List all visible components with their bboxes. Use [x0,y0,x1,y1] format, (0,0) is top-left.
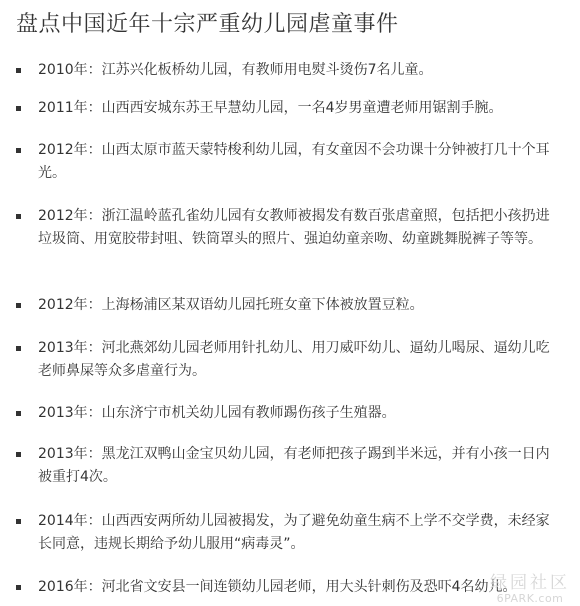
event-text: 2012年：浙江温岭蓝孔雀幼儿园有女教师被揭发有数百张虐童照，包括把小孩扔进垃圾筒、用宽胶带封咀、铁筒罩头的照片、强迫幼童亲吻、幼童跳舞脱裤子等等。 [38,208,550,247]
bullet-icon [16,519,21,524]
bullet-icon [16,346,21,351]
list-item [16,294,556,317]
list-item [16,205,556,251]
watermark-chinese: 绿园社区 [490,573,570,593]
bullet-icon [16,411,21,416]
watermark-domain: 6PARK.com [496,592,564,605]
list-item [16,443,556,489]
event-text: 2012年：山西太原市蓝天蒙特梭利幼儿园，有女童因不会功课十分钟被打几十个耳光。 [38,142,550,181]
event-text: 2013年：山东济宁市机关幼儿园有教师踢伤孩子生殖器。 [38,405,396,421]
list-item [16,337,556,383]
bullet-icon [16,214,21,219]
site-watermark [484,575,576,604]
event-text: 2016年：河北省文安县一间连锁幼儿园老师，用大头针刺伤及恐吓4名幼儿。 [38,579,517,595]
event-text: 2014年：山西西安两所幼儿园被揭发，为了避免幼童生病不上学不交学费，未经家长同意，违规长期给予幼儿服用“病毒灵”。 [38,513,550,552]
event-text: 2011年：山西西安城东苏王早慧幼儿园，一名4岁男童遭老师用锯割手腕。 [38,100,503,116]
list-item [16,97,556,120]
article-title: 盘点中国近年十宗严重幼儿园虐童事件 [16,12,399,37]
list-item [16,402,556,425]
event-text: 2013年：黑龙江双鸭山金宝贝幼儿园，有老师把孩子踢到半米远，并有小孩一日内被重打4次。 [38,446,550,485]
bullet-icon [16,585,21,590]
bullet-icon [16,68,21,73]
event-text: 2010年：江苏兴化板桥幼儿园，有教师用电熨斗烫伤7名儿童。 [38,62,433,78]
list-item [16,139,556,185]
event-text: 2013年：河北燕郊幼儿园老师用针扎幼儿、用刀威吓幼儿、逼幼儿喝尿、逼幼儿吃老师鼻屎等众多虐童行为。 [38,340,550,379]
list-item [16,576,556,599]
list-item [16,510,556,556]
event-text: 2012年：上海杨浦区某双语幼儿园托班女童下体被放置豆粒。 [38,297,424,313]
bullet-icon [16,148,21,153]
bullet-icon [16,106,21,111]
bullet-icon [16,452,21,457]
bullet-icon [16,303,21,308]
list-item [16,59,556,82]
